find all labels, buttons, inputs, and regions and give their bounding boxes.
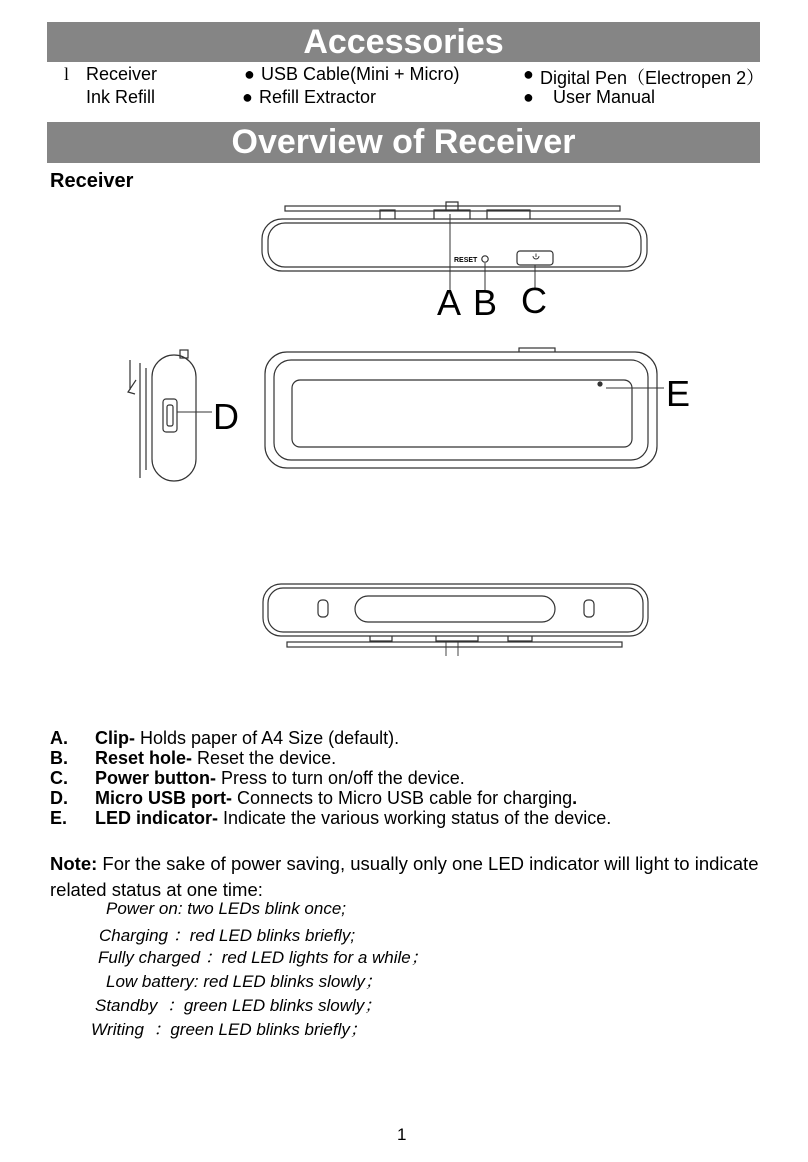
list-marker: l: [64, 64, 70, 84]
accessory-user-manual: User Manual: [553, 87, 656, 107]
status-low-battery: Low battery: red LED blinks slowly；: [106, 972, 382, 991]
accessory-ink-refill: Ink Refill: [86, 87, 156, 107]
side-view: [128, 350, 212, 481]
led-indicator: [598, 382, 602, 386]
bullet-icon: ●: [523, 87, 534, 107]
power-saving-note: [50, 851, 770, 903]
bullet-icon: ●: [523, 64, 534, 84]
bullet-icon: ●: [242, 87, 253, 107]
label-e: E: [666, 373, 691, 414]
accessory-refill-extractor: Refill Extractor: [259, 87, 377, 107]
bullet-icon: ●: [244, 64, 255, 84]
overview-title: Overview of Receiver: [231, 123, 576, 161]
note-text: For the sake of power saving, usually only one LED indicator will light to indicate related status at one time:: [50, 853, 759, 900]
label-d: D: [213, 396, 239, 437]
receiver-subheading: Receiver: [50, 170, 134, 192]
accessory-digital-pen: Digital Pen（Electropen 2）: [540, 68, 765, 88]
bottom-view: [263, 584, 648, 656]
status-charging: Charging ：red LED blinks briefly;: [99, 926, 356, 945]
reset-label: RESET: [454, 257, 478, 264]
status-power-on: Power on: two LEDs blink once;: [106, 899, 347, 918]
status-writing: Writing ：green LED blinks briefly；: [91, 1020, 367, 1039]
legend-item-a: A. Clip- Holds paper of A4 Size (default).: [50, 728, 400, 748]
accessories-title: Accessories: [303, 23, 504, 61]
top-view: [262, 202, 647, 290]
label-b: B: [473, 282, 498, 323]
parts-legend: [50, 728, 611, 828]
status-fully-charged: Fully charged ：red LED lights for a while；: [98, 948, 428, 967]
accessory-usb-cable: USB Cable(Mini + Micro): [261, 64, 460, 84]
status-standby: Standby ：green LED blinks slowly；: [95, 996, 382, 1015]
legend-item-b: B. Reset hole- Reset the device.: [50, 748, 337, 768]
legend-item-c: C. Power button- Press to turn on/off the device.: [50, 768, 465, 788]
legend-item-e: E. LED indicator- Indicate the various working status of the device.: [50, 808, 612, 828]
front-view: [265, 348, 664, 468]
page-number: 1: [397, 1125, 407, 1144]
accessory-receiver: Receiver: [86, 64, 158, 84]
legend-item-d: D. Micro USB port- Connects to Micro USB cable for charging.: [50, 788, 578, 808]
label-a: A: [437, 282, 462, 323]
label-c: C: [521, 280, 547, 321]
note-label: Note:: [50, 853, 98, 874]
